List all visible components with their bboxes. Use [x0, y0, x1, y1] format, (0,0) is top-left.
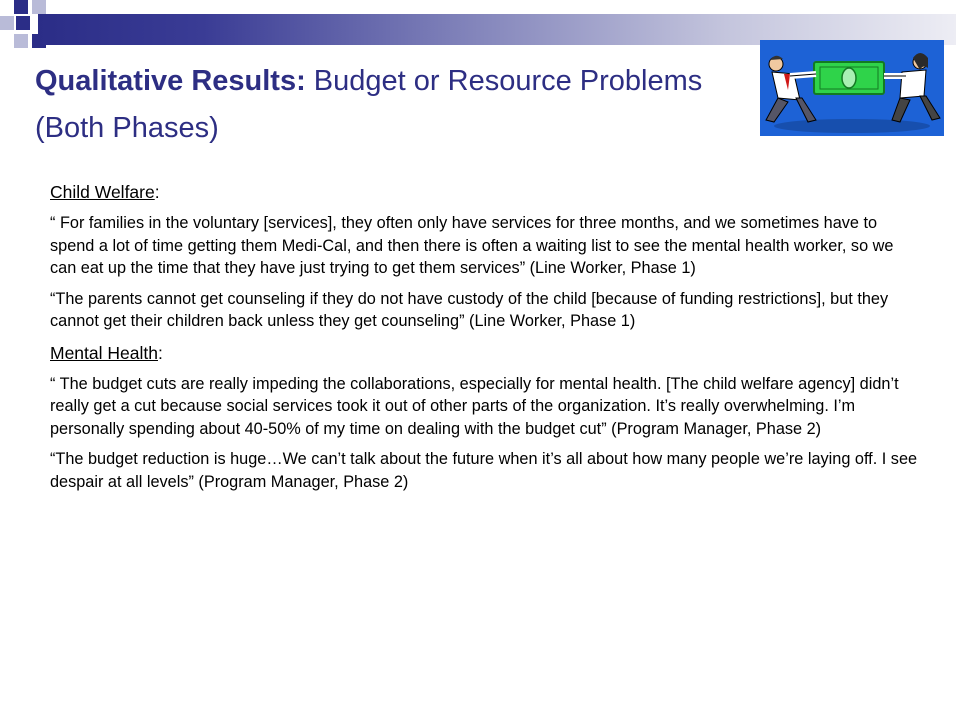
quote-paragraph: “The budget reduction is huge…We can’t talk about the future when it’s all about how many people we’re laying off. I see despair at all levels” (Program Manager, Phase 2): [50, 450, 918, 491]
section-heading-child-welfare: [50, 180, 920, 204]
quote-paragraph: “The parents cannot get counseling if they do not have custody of the child [because of funding restrictions], but they cannot get their children back unless they get counseling” (Line Worker, Phase 1): [50, 289, 889, 330]
title-rest: Budget or Resource Problems (Both Phases): [35, 65, 703, 144]
corner-square: [14, 0, 28, 14]
tug-of-war-over-money-icon: [760, 40, 944, 136]
heading-colon: :: [157, 342, 163, 363]
quote-paragraph: “ For families in the voluntary [services], they often only have services for three months, and we sometimes have to spend a lot of time getting them Medi-Cal, and then there is often a waiting list to see the mental health worker, so we can eat up the time that they have just trying to get them services” (Line Worker, Phase 1): [50, 214, 894, 277]
slide-body: [50, 180, 920, 501]
corner-square: [0, 16, 14, 30]
heading-label: Mental Health: [50, 342, 158, 363]
heading-label: Child Welfare: [50, 182, 155, 202]
corner-square: [32, 0, 46, 14]
corner-square: [14, 34, 28, 48]
slide-title: [35, 58, 755, 152]
heading-colon: :: [154, 182, 160, 202]
quote-paragraph: “ The budget cuts are really impeding the collaborations, especially for mental health. [The child welfare agency] didn’t really get a cut because social services took it out of other parts of the organization. It’s really overwhelming. I’m personally spending about 40-50% of my time on dealing with the budget cut” (Program Manager, Phase 2): [50, 374, 899, 438]
corner-square: [16, 16, 30, 30]
title-bold: Qualitative Results:: [35, 65, 306, 97]
section-heading-mental-health: [50, 341, 920, 365]
